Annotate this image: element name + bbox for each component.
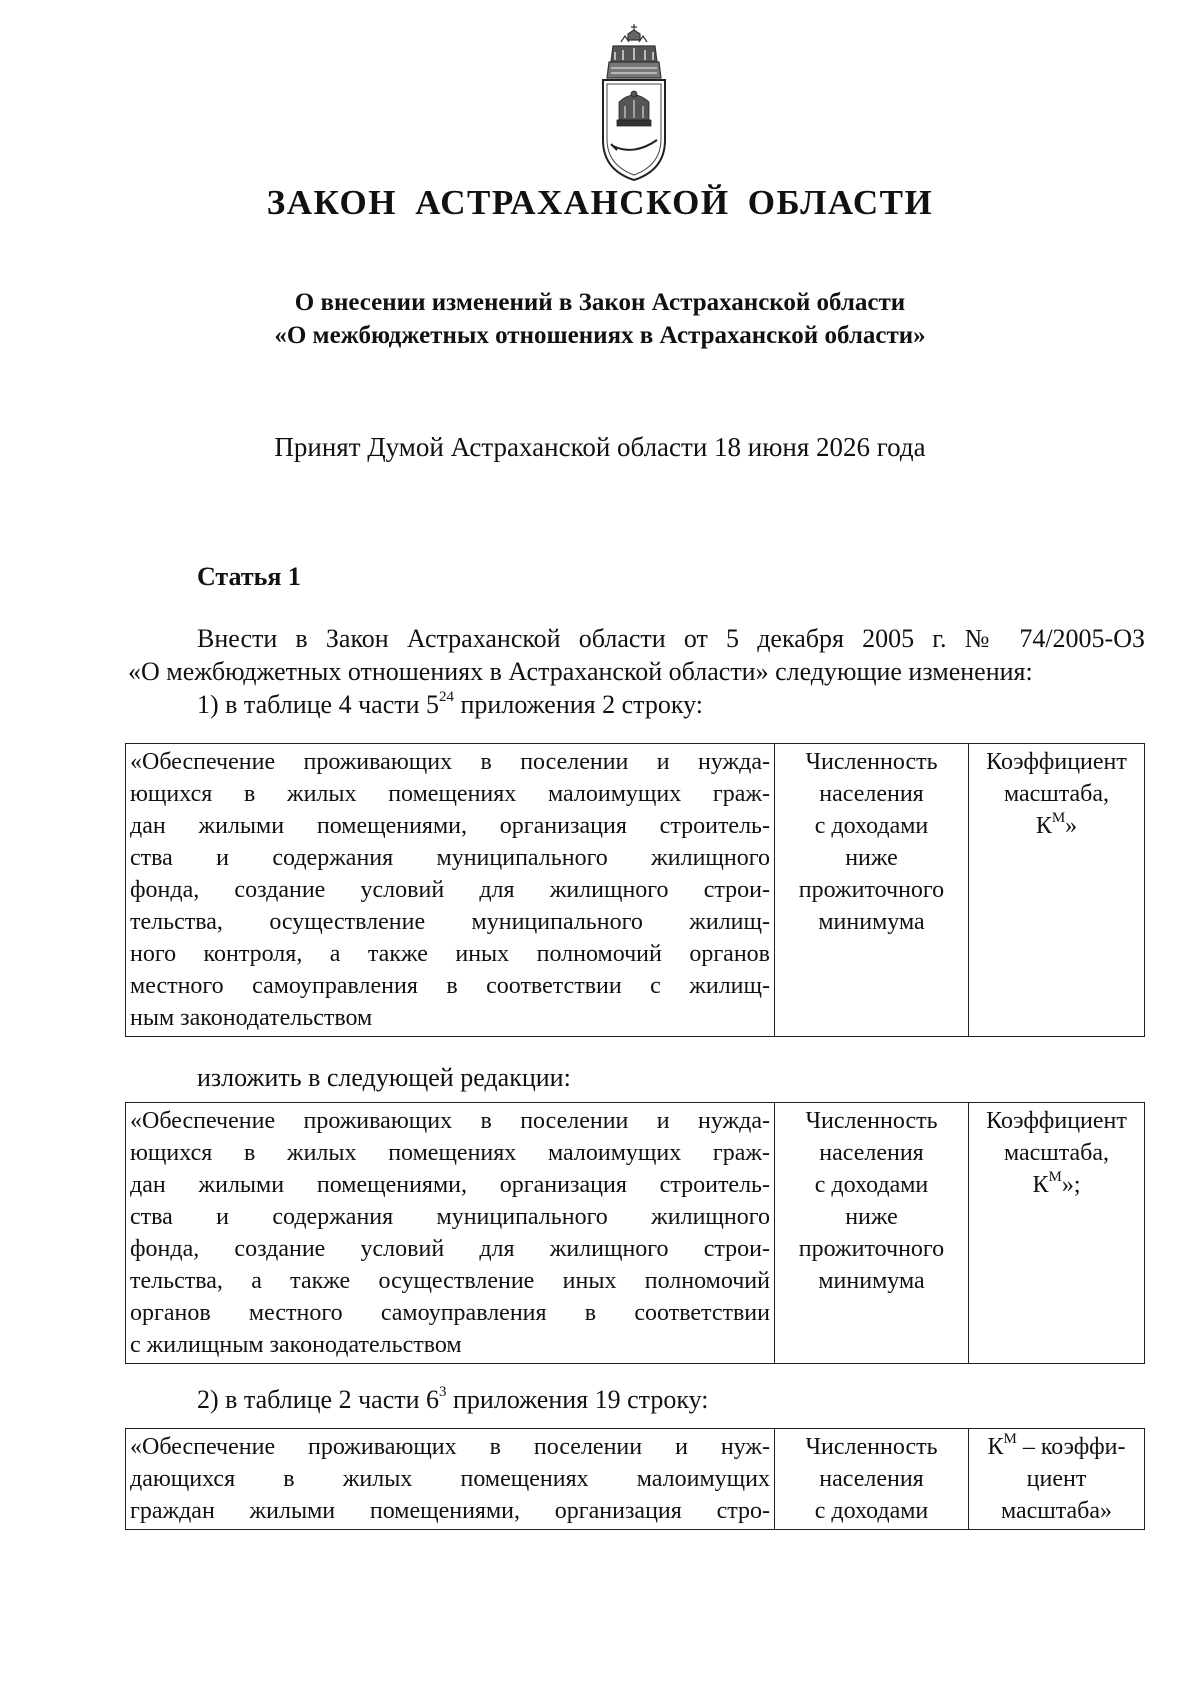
cell-line: ниже bbox=[845, 845, 898, 871]
cell-line: прожиточного bbox=[798, 877, 945, 903]
coefficient-end: » bbox=[1065, 813, 1078, 839]
cell-line: ства и содержания муниципального жилищного bbox=[130, 845, 770, 871]
coefficient-letter: К bbox=[1035, 813, 1052, 839]
table-cell-coefficient bbox=[969, 744, 1145, 1037]
table-cell-indicator bbox=[775, 1103, 969, 1364]
coefficient-superscript: М bbox=[1051, 810, 1066, 826]
cell-line: Коэффициент bbox=[986, 1108, 1127, 1134]
item-2-text bbox=[128, 1383, 1145, 1416]
cell-line: Коэффициент bbox=[986, 749, 1127, 775]
cell-line: ным законодательством bbox=[130, 1005, 373, 1031]
table-original-row bbox=[125, 743, 1145, 1037]
coefficient-symbol bbox=[973, 810, 1140, 842]
article-heading: Статья 1 bbox=[197, 562, 301, 591]
cell-line: с доходами bbox=[814, 1172, 929, 1198]
cell-line: Численность bbox=[805, 1108, 938, 1134]
table-row bbox=[126, 1429, 1145, 1530]
cell-line: масштаба» bbox=[1000, 1498, 1113, 1524]
table-third-row bbox=[125, 1428, 1145, 1530]
table-new-row bbox=[125, 1102, 1145, 1364]
cell-line: населения bbox=[819, 1140, 924, 1166]
coefficient-symbol bbox=[973, 1169, 1140, 1201]
table-row bbox=[126, 1103, 1145, 1364]
cell-line: масштаба, bbox=[1003, 1140, 1110, 1166]
cell-line: местного самоуправления в соответствии с жилищ- bbox=[130, 973, 770, 999]
table-cell-description bbox=[126, 1429, 775, 1530]
item-1-prefix: 1) в таблице 4 части 5 bbox=[197, 690, 440, 719]
cell-line: дан жилыми помещениями, организация строитель- bbox=[130, 813, 770, 839]
cell-line: с жилищным законодательством bbox=[130, 1332, 462, 1358]
intro-line-2: «О межбюджетных отношениях в Астраханской области» следующие изменения: bbox=[128, 657, 1033, 686]
law-title: ЗАКОН АСТРАХАНСКОЙ ОБЛАСТИ bbox=[266, 183, 934, 222]
subtitle-line-1: О внесении изменений в Закон Астраханской области bbox=[294, 289, 906, 316]
item-2 bbox=[128, 1383, 1145, 1416]
cell-line: фонда, создание условий для жилищного строи- bbox=[130, 1236, 770, 1262]
law-subtitle bbox=[0, 286, 1200, 352]
table-cell-indicator bbox=[775, 744, 969, 1037]
coefficient-end: »; bbox=[1061, 1172, 1081, 1198]
coefficient-letter: К bbox=[1032, 1172, 1049, 1198]
cell-line: Численность bbox=[805, 1434, 938, 1460]
table-cell-description bbox=[126, 1103, 775, 1364]
coefficient-superscript: М bbox=[1048, 1169, 1062, 1185]
coefficient-rest: – коэффи- bbox=[1016, 1434, 1126, 1460]
coefficient-superscript: М bbox=[1003, 1431, 1017, 1447]
item-2-suffix: приложения 19 строку: bbox=[446, 1385, 709, 1414]
item-1-text bbox=[128, 688, 1145, 721]
cell-line: минимума bbox=[818, 1268, 925, 1294]
item-1-superscript: 24 bbox=[439, 689, 455, 706]
cell-line: фонда, создание условий для жилищного строи- bbox=[130, 877, 770, 903]
intro-line-1: Внести в Закон Астраханской области от 5 декабря 2005 г. № 74/2005-ОЗ bbox=[197, 624, 1145, 653]
item-2-superscript: 3 bbox=[439, 1384, 447, 1401]
cell-line: ства и содержания муниципального жилищного bbox=[130, 1204, 770, 1230]
table-cell-indicator bbox=[775, 1429, 969, 1530]
item-1-suffix: приложения 2 строку: bbox=[454, 690, 703, 719]
table-row bbox=[126, 744, 1145, 1037]
cell-line: минимума bbox=[818, 909, 925, 935]
cell-line: дан жилыми помещениями, организация строитель- bbox=[130, 1172, 770, 1198]
cell-line: циент bbox=[1026, 1466, 1087, 1492]
table-cell-coefficient bbox=[969, 1429, 1145, 1530]
replace-text: изложить в следующей редакции: bbox=[197, 1063, 571, 1092]
adoption-note: Принят Думой Астраханской области 18 июня 2026 года bbox=[274, 432, 926, 462]
coefficient-letter: К bbox=[987, 1434, 1004, 1460]
cell-line: населения bbox=[819, 1466, 924, 1492]
coefficient-symbol bbox=[973, 1431, 1140, 1463]
article-intro bbox=[128, 622, 1145, 721]
cell-line: с доходами bbox=[814, 1498, 929, 1524]
cell-line: Численность bbox=[805, 749, 938, 775]
cell-line: масштаба, bbox=[1003, 781, 1110, 807]
cell-line: «Обеспечение проживающих в поселении и нужда- bbox=[130, 749, 770, 775]
cell-line: «Обеспечение проживающих в поселении и нужда- bbox=[130, 1108, 770, 1134]
table-cell-description bbox=[126, 744, 775, 1037]
cell-line: дающихся в жилых помещениях малоимущих bbox=[130, 1466, 770, 1492]
cell-line: населения bbox=[819, 781, 924, 807]
subtitle-line-2: «О межбюджетных отношениях в Астраханской области» bbox=[274, 322, 926, 349]
cell-line: ниже bbox=[845, 1204, 898, 1230]
cell-line: ющихся в жилых помещениях малоимущих граж- bbox=[130, 781, 770, 807]
cell-line: граждан жилыми помещениями, организация стро- bbox=[130, 1498, 770, 1524]
cell-line: органов местного самоуправления в соответствии bbox=[130, 1300, 770, 1326]
cell-line: ющихся в жилых помещениях малоимущих граж- bbox=[130, 1140, 770, 1166]
cell-line: прожиточного bbox=[798, 1236, 945, 1262]
table-cell-coefficient bbox=[969, 1103, 1145, 1364]
cell-line: тельства, осуществление муниципального жилищ- bbox=[130, 909, 770, 935]
astrakhan-coat-of-arms-icon bbox=[595, 22, 673, 182]
cell-line: тельства, а также осуществление иных полномочий bbox=[130, 1268, 770, 1294]
cell-line: «Обеспечение проживающих в поселении и нуж- bbox=[130, 1434, 770, 1460]
replace-note bbox=[128, 1061, 1145, 1094]
cell-line: ного контроля, а также иных полномочий органов bbox=[130, 941, 770, 967]
item-2-prefix: 2) в таблице 2 части 6 bbox=[197, 1385, 440, 1414]
cell-line: с доходами bbox=[814, 813, 929, 839]
